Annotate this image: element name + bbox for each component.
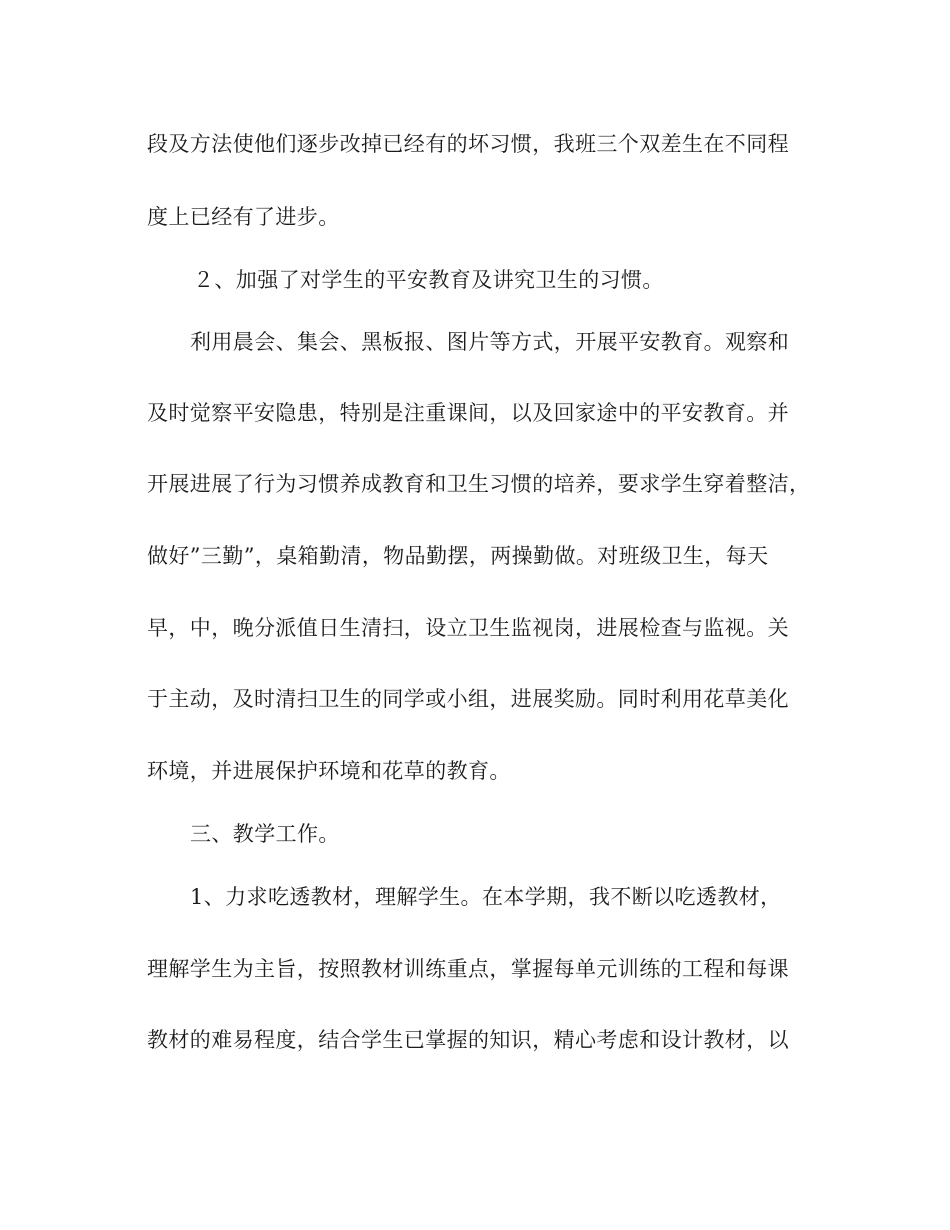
text-line: 做好”三勤”，桌箱勤清，物品勤摆，两操勤做。对班级卫生，每天 [147,544,769,568]
text-line: 理解学生为主旨，按照教材训练重点，掌握每单元训练的工程和每课 [147,957,789,981]
text-line: 环境，并进展保护环境和花草的教育。 [147,759,511,783]
text-line: 及时觉察平安隐患，特别是注重课间，以及回家途中的平安教育。并 [147,401,789,425]
text-line: 教材的难易程度，结合学生已掌握的知识，精心考虑和设计教材，以 [147,1028,789,1052]
text-line: 早，中，晚分派值日生清扫，设立卫生监视岗，进展检查与监视。关 [147,616,789,640]
section-heading: 三、教学工作。 [190,822,340,846]
text-line: 度上已经有了进步。 [147,205,340,229]
text-line: 利用晨会、集会、黑板报、图片等方式，开展平安教育。观察和 [190,330,790,354]
text-line: 开展进展了行为习惯养成教育和卫生习惯的培养，要求学生穿着整洁， [147,472,811,496]
text-line: 1、力求吃透教材，理解学生。在本学期，我不断以吃透教材， [190,885,782,909]
text-line: 段及方法使他们逐步改掉已经有的坏习惯，我班三个双差生在不同程 [147,132,789,156]
text-line: 于主动，及时清扫卫生的同学或小组，进展奖励。同时利用花草美化 [147,687,789,711]
section-heading: ２、加强了对学生的平安教育及讲究卫生的习惯。 [193,268,664,292]
